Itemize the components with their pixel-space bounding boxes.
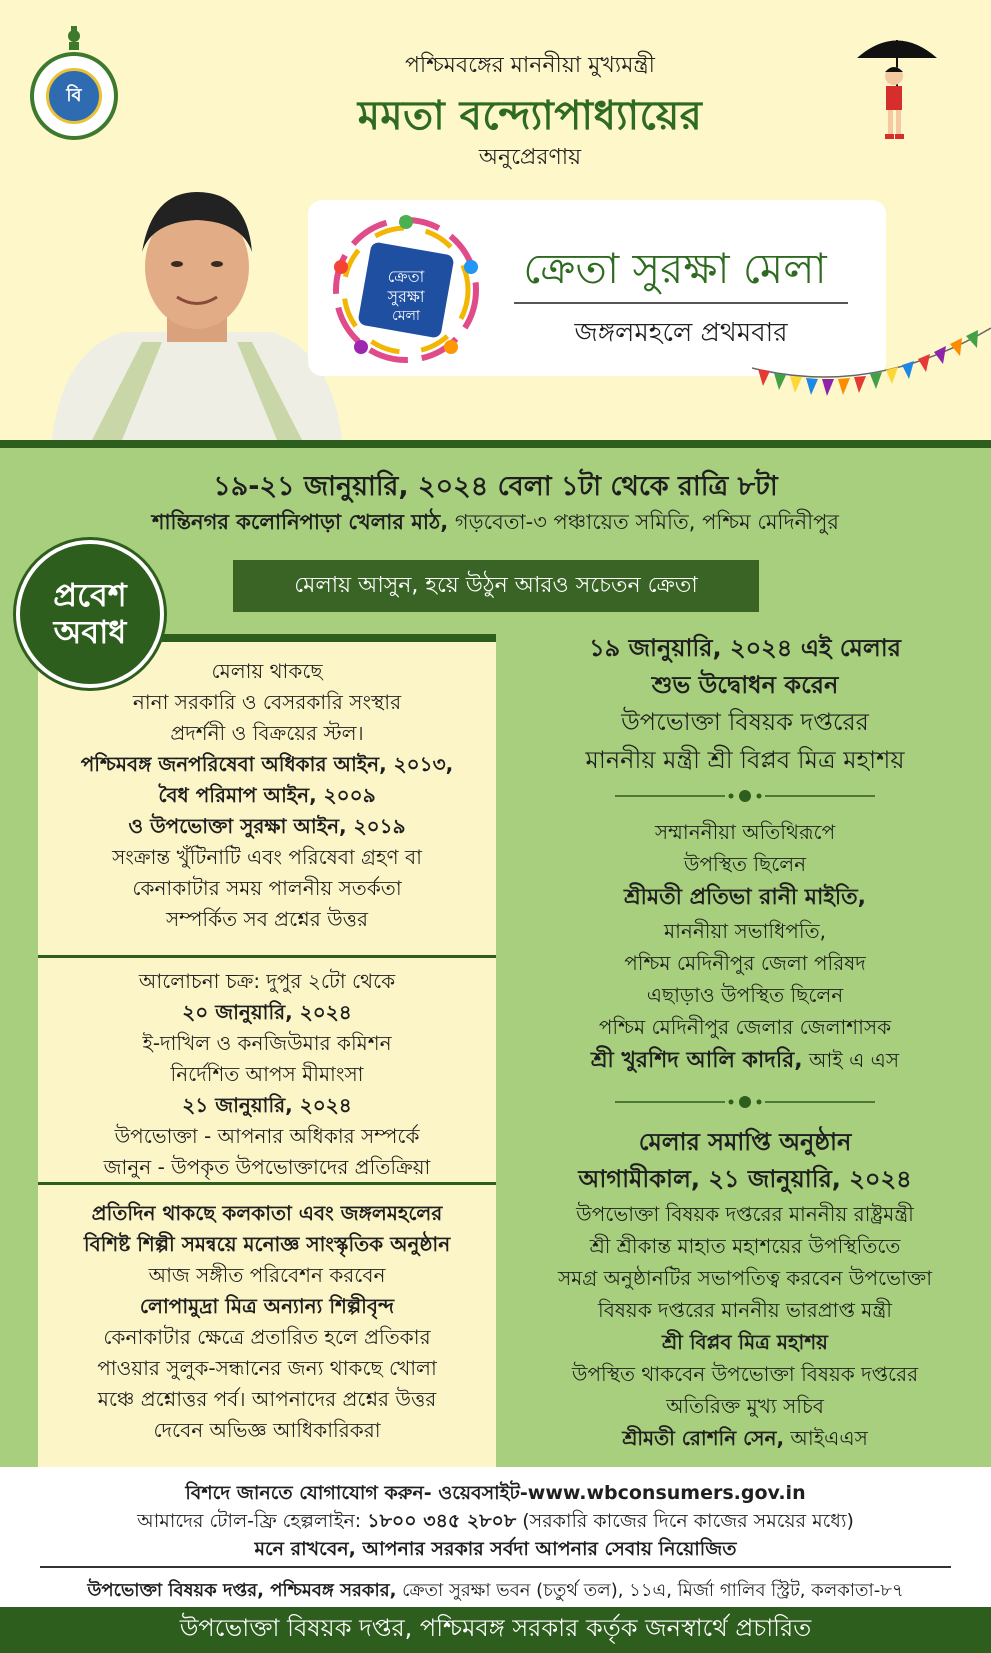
kreta-suraksha-mela-logo-icon <box>326 212 486 368</box>
text-line: কেনাকাটার সময় পালনীয় সতর্কতা <box>132 876 402 900</box>
publisher-bar: উপভোক্তা বিষয়ক দপ্তর, পশ্চিমবঙ্গ সরকার কর্তৃক জনস্বার্থে প্রচারিত <box>0 1607 991 1653</box>
website-link[interactable]: www.wbconsumers.gov.in <box>527 1482 806 1504</box>
text-line: নির্দেশিত আপস মীমাংসা <box>170 1062 364 1086</box>
contact-label: বিশদে জানতে যোগাযোগ করুন- ওয়েবসাইট- <box>185 1482 528 1504</box>
reminder-line <box>0 1535 991 1567</box>
text-line: ২১ জানুয়ারি, ২০২৪ <box>182 1093 352 1117</box>
text-line: ও উপভোক্তা সুরক্ষা আইন, ২০১৯ <box>128 814 406 838</box>
inauguration-section <box>510 630 980 779</box>
biswa-bangla-logo-icon: বি <box>46 68 102 124</box>
section-divider <box>38 1182 496 1185</box>
guest-name: শ্রী খুরশিদ আলি কাদরি, <box>590 1048 803 1074</box>
venue-name: শান্তিনগর কলোনিপাড়া খেলার মাঠ, <box>152 510 449 534</box>
department-name: উপভোক্তা বিষয়ক দপ্তর, পশ্চিমবঙ্গ সরকার, <box>87 1580 397 1601</box>
text-line: জানুন - উপকৃত উপভোক্তাদের প্রতিক্রিয়া <box>103 1155 431 1179</box>
section-divider <box>38 955 496 958</box>
fair-subtitle: জঙ্গলমহলে প্রথমবার <box>574 318 788 348</box>
svg-text:সুরক্ষা: সুরক্ষা <box>387 287 425 306</box>
section-divider-bar <box>0 440 991 448</box>
ashoka-lion-icon <box>64 24 84 52</box>
text-line: আজ সঙ্গীত পরিবেশন করবেন <box>148 1263 386 1287</box>
wb-govt-emblem-icon <box>30 52 118 140</box>
header-chief-minister-name: মমতা বন্দ্যোপাধ্যায়ের <box>357 93 703 139</box>
text-line: প্রতিদিন থাকছে কলকাতা এবং জঙ্গলমহলের <box>91 1201 443 1225</box>
guest-title: আই এ এস <box>802 1048 900 1073</box>
text-line: সংক্রান্ত খুঁটিনাটি এবং পরিষেবা গ্রহণ বা <box>112 845 422 869</box>
helpline-note: (সরকারি কাজের দিনে কাজের সময়ের মধ্যে) <box>516 1510 854 1532</box>
chief-minister-portrait <box>52 182 342 440</box>
slogan-banner: মেলায় আসুন, হয়ে উঠুন আরও সচেতন ক্রেতা <box>233 560 759 612</box>
text-line: শুভ উদ্বোধন করেন <box>651 671 839 700</box>
text-line: কেনাকাটার ক্ষেত্রে প্রতারিত হলে প্রতিকার <box>103 1325 431 1349</box>
cultural-program-section <box>38 1198 496 1446</box>
text-line: শ্রী বিপ্লব মিত্র মহাশয় <box>662 1330 828 1355</box>
bunting-flags-icon <box>752 318 991 408</box>
text-line: শ্রী শ্রীকান্ত মাহাত মহাশয়ের উপস্থিতিতে <box>589 1234 901 1259</box>
helpline-label: আমাদের টোল-ফ্রি হেল্পলাইন: <box>137 1510 368 1532</box>
address-line <box>0 1576 991 1607</box>
text-line: পশ্চিম মেদিনীপুর জেলার জেলাশাসক <box>598 1015 892 1040</box>
event-date-time: ১৯-২১ জানুয়ারি, ২০২৪ বেলা ১টা থেকে রাত্রি ৮টা <box>213 471 778 502</box>
text-line: পশ্চিম মেদিনীপুর জেলা পরিষদ <box>624 951 866 976</box>
free-entry-badge <box>16 540 164 688</box>
ornament-divider-icon <box>615 786 875 806</box>
text-line: সম্পর্কিত সব প্রশ্নের উত্তর <box>166 907 368 931</box>
event-venue <box>40 506 951 541</box>
closing-ceremony-section <box>510 1124 980 1454</box>
text-line: সমগ্র অনুষ্ঠানটির সভাপতিত্ব করবেন উপভোক্তা <box>557 1266 933 1291</box>
entry-badge-line-2: অবাধ <box>53 613 127 651</box>
umbrella-girl-mascot-icon <box>852 28 942 148</box>
text-line: মেলায় থাকছে <box>211 659 323 683</box>
text-line: উপস্থিত থাকবেন উপভোক্তা বিষয়ক দপ্তরের <box>571 1362 919 1387</box>
fair-title-divider <box>514 302 848 304</box>
text-line: বৈধ পরিমাপ আইন, ২০০৯ <box>158 783 376 807</box>
svg-text:ক্রেতা: ক্রেতা <box>387 267 425 286</box>
helpline-number[interactable]: ১৮০০ ৩৪৫ ২৮০৮ <box>367 1510 517 1532</box>
text-line: দেবেন অভিজ্ঞ আধিকারিকরা <box>153 1418 381 1442</box>
text-line: নানা সরকারি ও বেসরকারি সংস্থার <box>132 690 402 714</box>
fair-title: ক্রেতা সুরক্ষা মেলা <box>523 244 827 293</box>
header-line-1: পশ্চিমবঙ্গের মাননীয়া মুখ্যমন্ত্রী <box>405 53 655 78</box>
text-line: অতিরিক্ত মুখ্য সচিব <box>666 1394 824 1419</box>
reminder-text: মনে রাখবেন, আপনার সরকার সর্বদা আপনার সেবায় নিয়োজিত <box>254 1538 737 1560</box>
text-line: ই-দাখিল ও কনজিউমার কমিশন <box>142 1031 392 1055</box>
address-text: ক্রেতা সুরক্ষা ভবন (চতুর্থ তল), ১১এ, মির্জা গালিব স্ট্রিট, কলকাতা-৮৭ <box>396 1580 904 1601</box>
text-line: উপভোক্তা বিষয়ক দপ্তরের মাননীয় রাষ্ট্রমন্ত্রী <box>576 1202 914 1227</box>
text-line: উপভোক্তা - আপনার অধিকার সম্পর্কে <box>114 1124 420 1148</box>
text-line: এছাড়াও উপস্থিত ছিলেন <box>646 983 844 1008</box>
stalls-section <box>38 656 496 935</box>
text-line: মঞ্চে প্রশ্নোত্তর পর্ব। আপনাদের প্রশ্নের উত্তর <box>97 1387 437 1411</box>
official-name: শ্রীমতী রোশনি সেন, <box>622 1426 785 1451</box>
official-title: আইএএস <box>784 1426 868 1451</box>
ornament-divider-icon <box>615 1092 875 1112</box>
text-line: আলোচনা চক্র: দুপুর ২টো থেকে <box>138 969 396 993</box>
text-line: ১৯ জানুয়ারি, ২০২৪ এই মেলার <box>589 634 901 662</box>
text-line: শ্রীমতী প্রতিভা রানী মাইতি, <box>624 885 866 910</box>
seminar-section <box>38 966 496 1183</box>
guests-section <box>510 816 980 1078</box>
text-line: মাননীয় মন্ত্রী শ্রী বিপ্লব মিত্র মহাশয় <box>585 745 905 774</box>
text-line: প্রদর্শনী ও বিক্রয়ের স্টল। <box>170 721 364 745</box>
text-line: বিশিষ্ট শিল্পী সমন্বয়ে মনোজ্ঞ সাংস্কৃতিক অনুষ্ঠান <box>83 1232 451 1256</box>
text-line <box>510 1043 980 1078</box>
header-line-3: অনুপ্রেরণায় <box>478 145 582 170</box>
text-line: সম্মাননীয়া অতিথিরূপে <box>654 820 836 844</box>
text-line: বিষয়ক দপ্তরের মাননীয় ভারপ্রাপ্ত মন্ত্রী <box>598 1298 892 1323</box>
text-line: মাননীয়া সভাধিপতি, <box>664 919 826 944</box>
svg-text:মেলা: মেলা <box>392 308 420 324</box>
text-line: মেলার সমাপ্তি অনুষ্ঠান <box>638 1128 852 1156</box>
venue-location: গড়বেতা-৩ পঞ্চায়েত সমিতি, পশ্চিম মেদিনীপুর <box>448 510 839 534</box>
text-line: উপস্থিত ছিলেন <box>683 852 807 876</box>
text-line: পাওয়ার সুলুক-সন্ধানের জন্য থাকছে খোলা <box>97 1356 437 1380</box>
text-line: পশ্চিমবঙ্গ জনপরিষেবা অধিকার আইন, ২০১৩, <box>80 752 454 776</box>
text-line <box>510 1422 980 1454</box>
footer-divider <box>40 1566 951 1568</box>
entry-badge-line-1: প্রবেশ <box>53 576 127 615</box>
text-line: ২০ জানুয়ারি, ২০২৪ <box>182 1000 352 1024</box>
text-line: আগামীকাল, ২১ জানুয়ারি, ২০২৪ <box>578 1165 912 1194</box>
text-line: লোপামুদ্রা মিত্র অন্যান্য শিল্পীবৃন্দ <box>139 1294 395 1318</box>
text-line: উপভোক্তা বিষয়ক দপ্তরের <box>621 708 869 737</box>
